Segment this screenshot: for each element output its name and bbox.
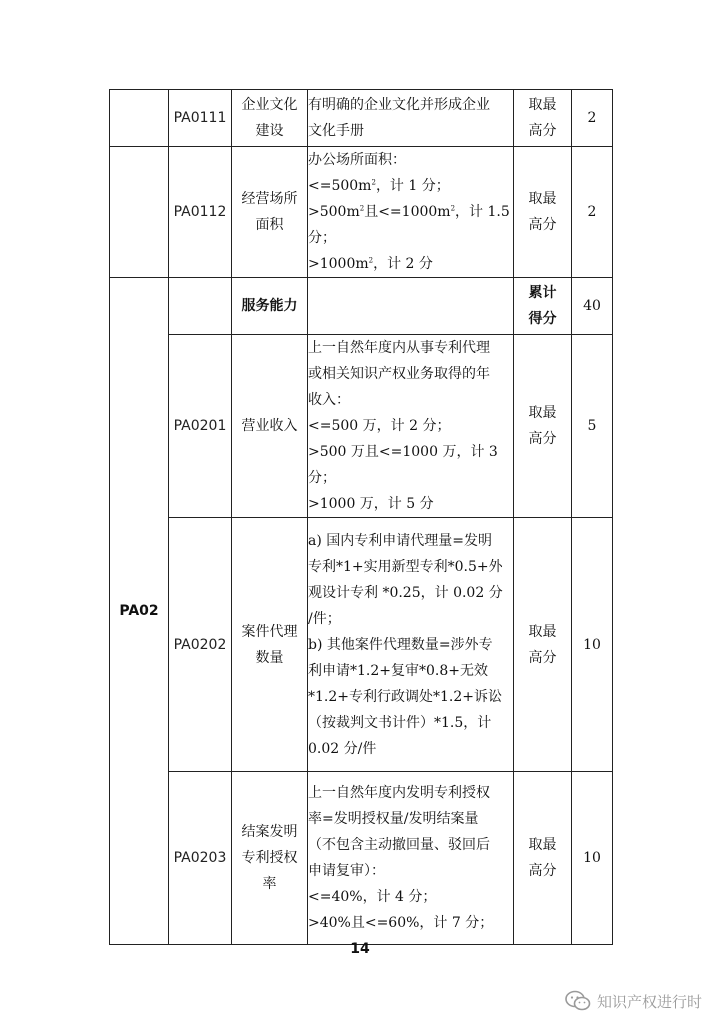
desc-fragment: 且<=1000m [364,204,451,220]
item-name-line: 专利授权 [241,850,298,866]
item-name-line: 企业文化 [241,97,298,113]
max-score: 10 [572,518,613,772]
item-name: 营业收入 [232,335,308,518]
item-name [232,772,308,945]
item-name-line: 结案发明 [241,824,298,840]
desc-line: *1.2+专利行政调处*1.2+诉讼 [308,688,502,705]
desc-line: （按裁判文书计件）*1.5，计 [308,714,492,731]
item-code: PA0111 [169,90,232,147]
method-line: 取最 [528,623,557,640]
desc-line: 率=发明授权量/发明结案量 [308,811,479,827]
section-name: 服务能力 [232,278,308,335]
item-code: PA0201 [169,335,232,518]
desc-line: >1000 万，计 5 分 [308,496,434,512]
scoring-method [514,278,572,335]
max-score: 5 [572,335,613,518]
item-description [308,90,514,147]
desc-line: 申请复审）： [308,863,385,879]
item-name-line: 率 [262,876,277,892]
max-score: 10 [572,772,613,945]
desc-fragment: ，计 1 分； [375,178,450,194]
desc-line: b) 其他案件代理数量=涉外专 [308,636,493,653]
wechat-icon [565,990,591,1012]
desc-line: >40%且<=60%，计 7 分； [308,915,494,931]
item-code: PA0112 [169,147,232,278]
item-description [308,147,514,278]
item-name-line: 建设 [255,123,284,139]
category-cell-empty [110,90,169,147]
scoring-method [514,90,572,147]
item-code: PA0202 [169,518,232,772]
desc-line: 上一自然年度内发明专利授权 [308,785,490,801]
max-score: 40 [572,278,613,335]
method-line: 取最 [528,191,557,207]
desc-line: （不包含主动撤回量、驳回后 [308,837,490,853]
table-row [110,518,613,772]
desc-line: 文化手册 [308,123,364,139]
desc-line [308,173,513,199]
desc-line: 收入： [308,392,350,408]
desc-line: 有明确的企业文化并形成企业 [308,97,490,113]
desc-line: /件； [308,610,341,627]
scoring-method [514,147,572,278]
item-description [308,772,514,945]
item-description [308,335,514,518]
superscript: 2 [450,204,456,213]
method-line: 高分 [528,217,557,233]
item-code: PA0203 [169,772,232,945]
desc-line: <=40%，计 4 分； [308,889,437,905]
desc-line: 上一自然年度内从事专利代理 [308,340,490,356]
table-row [110,278,613,335]
desc-line: 观设计专利 *0.25，计 0.02 分 [308,584,503,601]
desc-line: 办公场所面积： [308,152,406,168]
method-line: 高分 [528,863,557,879]
method-line: 累计 [528,285,557,301]
method-line: 得分 [528,311,557,327]
item-name-line: 数量 [255,649,284,666]
scoring-method [514,772,572,945]
method-line: 高分 [528,649,557,666]
desc-line [308,251,513,277]
table-row [110,772,613,945]
max-score: 2 [572,90,613,147]
desc-line: <=500 万，计 2 分； [308,418,451,434]
method-line: 取最 [528,97,557,113]
table-row [110,147,613,278]
page-number: 14 [350,941,370,957]
max-score: 2 [572,147,613,278]
method-line: 取最 [528,405,557,421]
method-line: 高分 [528,123,557,139]
method-line: 高分 [528,431,557,447]
desc-fragment: ，计 1.5 分； [308,204,510,246]
desc-fragment: >1000m [308,256,369,272]
desc-line: 0.02 分/件 [308,740,377,757]
desc-line: a) 国内专利申请代理量=发明 [308,532,492,549]
item-name-line: 面积 [255,217,284,233]
item-description [308,518,514,772]
desc-line [308,199,513,251]
desc-fragment: <=500m [308,178,372,194]
item-name-line: 案件代理 [241,623,298,640]
watermark [565,990,702,1012]
item-description-empty [308,278,514,335]
category-code: PA02 [110,278,169,945]
watermark-text: 知识产权进行时 [596,992,702,1011]
superscript: 2 [371,178,376,187]
method-line: 取最 [528,837,557,853]
item-name [232,518,308,772]
scoring-method [514,335,572,518]
desc-line: 专利*1+实用新型专利*0.5+外 [308,558,503,575]
superscript: 2 [359,204,365,213]
item-name [232,147,308,278]
desc-fragment: >500m [308,204,360,220]
table-row [110,335,613,518]
superscript: 2 [368,256,374,265]
category-cell-empty [110,147,169,278]
item-name-line: 经营场所 [241,191,298,207]
desc-line: 利申请*1.2+复审*0.8+无效 [308,662,488,679]
item-code-empty [169,278,232,335]
item-name [232,90,308,147]
desc-fragment: ，计 2 分 [373,256,433,272]
table-row [110,90,613,147]
scoring-method [514,518,572,772]
desc-line: >500 万且<=1000 万，计 3 分； [308,444,498,486]
desc-line: 或相关知识产权业务取得的年 [308,366,490,382]
scoring-table [109,89,613,945]
